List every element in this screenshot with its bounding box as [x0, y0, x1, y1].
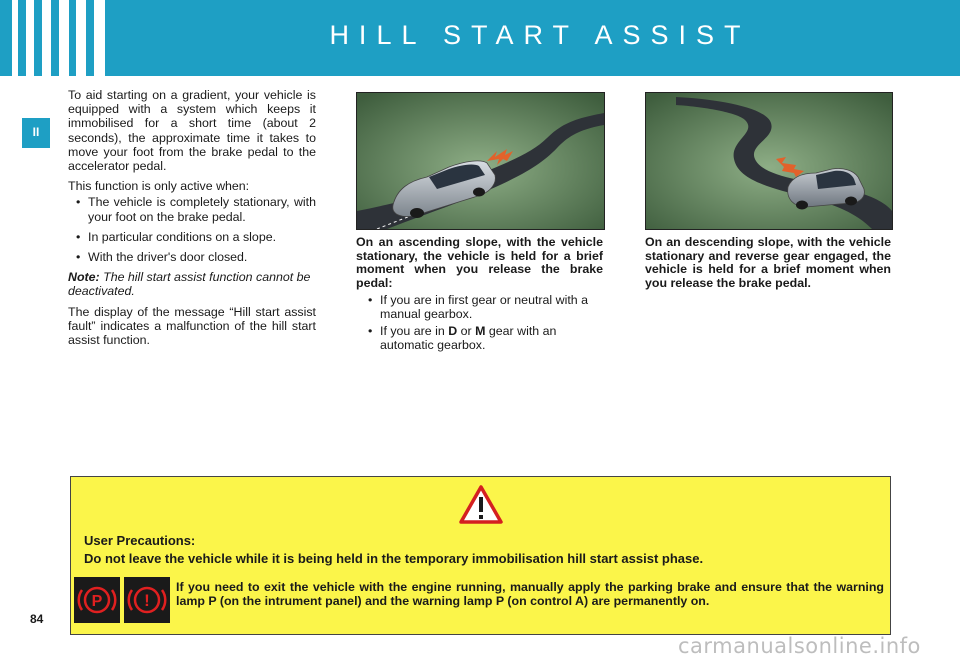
note: [68, 270, 316, 298]
intro-paragraph-2: This function is only active when:: [68, 179, 250, 194]
page-number: 84: [30, 612, 44, 626]
conditions-list: [68, 195, 316, 264]
chapter-tab: II: [22, 118, 50, 148]
descending-slope-illustration: [645, 92, 893, 230]
descending-heading: On an descending slope, with the vehicle stationary and reverse gear engaged, the vehicle is held for a brief moment when you release the brake pedal.: [645, 235, 891, 290]
ascending-conditions: [356, 294, 603, 352]
ascending-bullet: • If you are in first gear or neutral with a manual gearbox.: [356, 294, 603, 321]
ascending-slope-illustration: [356, 92, 605, 230]
precaution-title: User Precautions:: [84, 533, 196, 548]
page-header: [0, 0, 960, 76]
intro-paragraph-3: The display of the message “Hill start assist fault” indicates a malfunction of the hill start assist function.: [68, 304, 316, 348]
descending-caption: [645, 236, 891, 294]
intro-paragraph-1: To aid starting on a gradient, your vehicle is equipped with a system which keeps it immobilised for a short time (about 2 seconds), the approximate time it takes to move your foot from the brake pedal to the accelerator pedal.: [68, 88, 316, 174]
intro-column: [68, 88, 316, 353]
condition-item: • With the driver's door closed.: [68, 250, 316, 264]
condition-item: • The vehicle is completely stationary, with your foot on the brake pedal.: [68, 195, 316, 223]
svg-text:!: !: [144, 591, 150, 610]
watermark: carmanualsonline.info: [678, 634, 921, 658]
warning-box: [70, 476, 891, 635]
ascending-bullet: • If you are in D or M gear with an automatic gearbox.: [356, 325, 603, 352]
note-label: Note:: [68, 270, 100, 285]
precaution-text: Do not leave the vehicle while it is being held in the temporary immobilisation hill start assist phase.: [84, 551, 704, 566]
page-title: HILL START ASSIST: [329, 20, 751, 50]
lamp-instructions: If you need to exit the vehicle with the engine running, manually apply the parking brake and ensure that the warning lamp P (on the intrument panel) and the warning lamp P (on control A) are permanently on.: [176, 580, 884, 608]
note-text: The hill start assist function cannot be deactivated.: [68, 270, 311, 299]
parking-brake-lamp: [74, 577, 120, 623]
ascending-heading: On an ascending slope, with the vehicle stationary, the vehicle is held for a brief moment when you release the brake pedal:: [356, 235, 603, 290]
ascending-caption: [356, 236, 603, 356]
brake-warning-icon: [124, 577, 170, 623]
condition-item: • In particular conditions on a slope.: [68, 230, 316, 244]
parking-brake-icon: [74, 577, 120, 623]
svg-text:P: P: [91, 593, 103, 610]
brake-warning-lamp: [124, 577, 170, 623]
warning-triangle-icon: [459, 485, 503, 525]
